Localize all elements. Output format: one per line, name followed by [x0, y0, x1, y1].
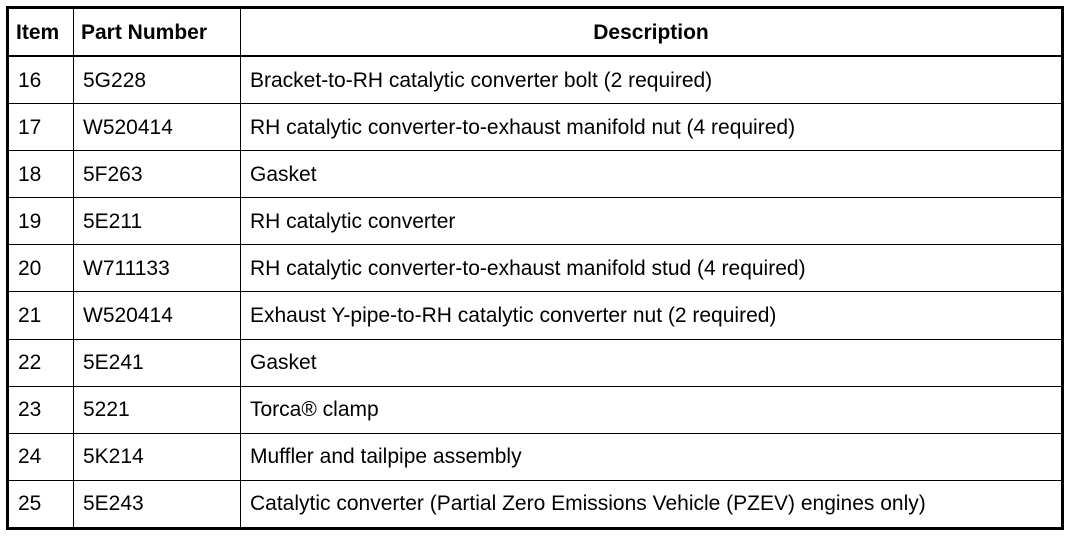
cell-part-number: 5F263	[74, 151, 241, 198]
table-row	[8, 386, 1063, 433]
cell-description: RH catalytic converter-to-exhaust manifold nut (4 required)	[241, 104, 1063, 151]
cell-item: 17	[8, 104, 74, 151]
cell-item: 25	[8, 480, 74, 528]
cell-part-number: 5E211	[74, 198, 241, 245]
header-part-number: Part Number	[74, 8, 241, 57]
cell-part-number: 5E243	[74, 480, 241, 528]
table-row	[8, 292, 1063, 339]
cell-item: 20	[8, 245, 74, 292]
table-row	[8, 104, 1063, 151]
cell-description: RH catalytic converter-to-exhaust manifold stud (4 required)	[241, 245, 1063, 292]
cell-item: 16	[8, 56, 74, 104]
cell-item: 23	[8, 386, 74, 433]
cell-part-number: W520414	[74, 104, 241, 151]
cell-part-number: 5K214	[74, 433, 241, 480]
cell-item: 19	[8, 198, 74, 245]
cell-description: Muffler and tailpipe assembly	[241, 433, 1063, 480]
table-row	[8, 480, 1063, 528]
cell-part-number: 5E241	[74, 339, 241, 386]
table-row	[8, 245, 1063, 292]
cell-description: Gasket	[241, 151, 1063, 198]
cell-item: 24	[8, 433, 74, 480]
cell-description: Bracket-to-RH catalytic converter bolt (2 required)	[241, 56, 1063, 104]
header-description: Description	[241, 8, 1063, 57]
parts-table	[6, 6, 1064, 530]
cell-description: Exhaust Y-pipe-to-RH catalytic converter nut (2 required)	[241, 292, 1063, 339]
cell-description: Gasket	[241, 339, 1063, 386]
cell-part-number: W711133	[74, 245, 241, 292]
table-row	[8, 339, 1063, 386]
cell-item: 18	[8, 151, 74, 198]
cell-part-number: 5221	[74, 386, 241, 433]
table-row	[8, 433, 1063, 480]
cell-description: Catalytic converter (Partial Zero Emissions Vehicle (PZEV) engines only)	[241, 480, 1063, 528]
cell-item: 22	[8, 339, 74, 386]
cell-part-number: W520414	[74, 292, 241, 339]
cell-description: RH catalytic converter	[241, 198, 1063, 245]
table-header-row	[8, 8, 1063, 57]
cell-part-number: 5G228	[74, 56, 241, 104]
header-item: Item	[8, 8, 74, 57]
table-row	[8, 198, 1063, 245]
cell-item: 21	[8, 292, 74, 339]
table-row	[8, 151, 1063, 198]
cell-description: Torca® clamp	[241, 386, 1063, 433]
table-row	[8, 56, 1063, 104]
